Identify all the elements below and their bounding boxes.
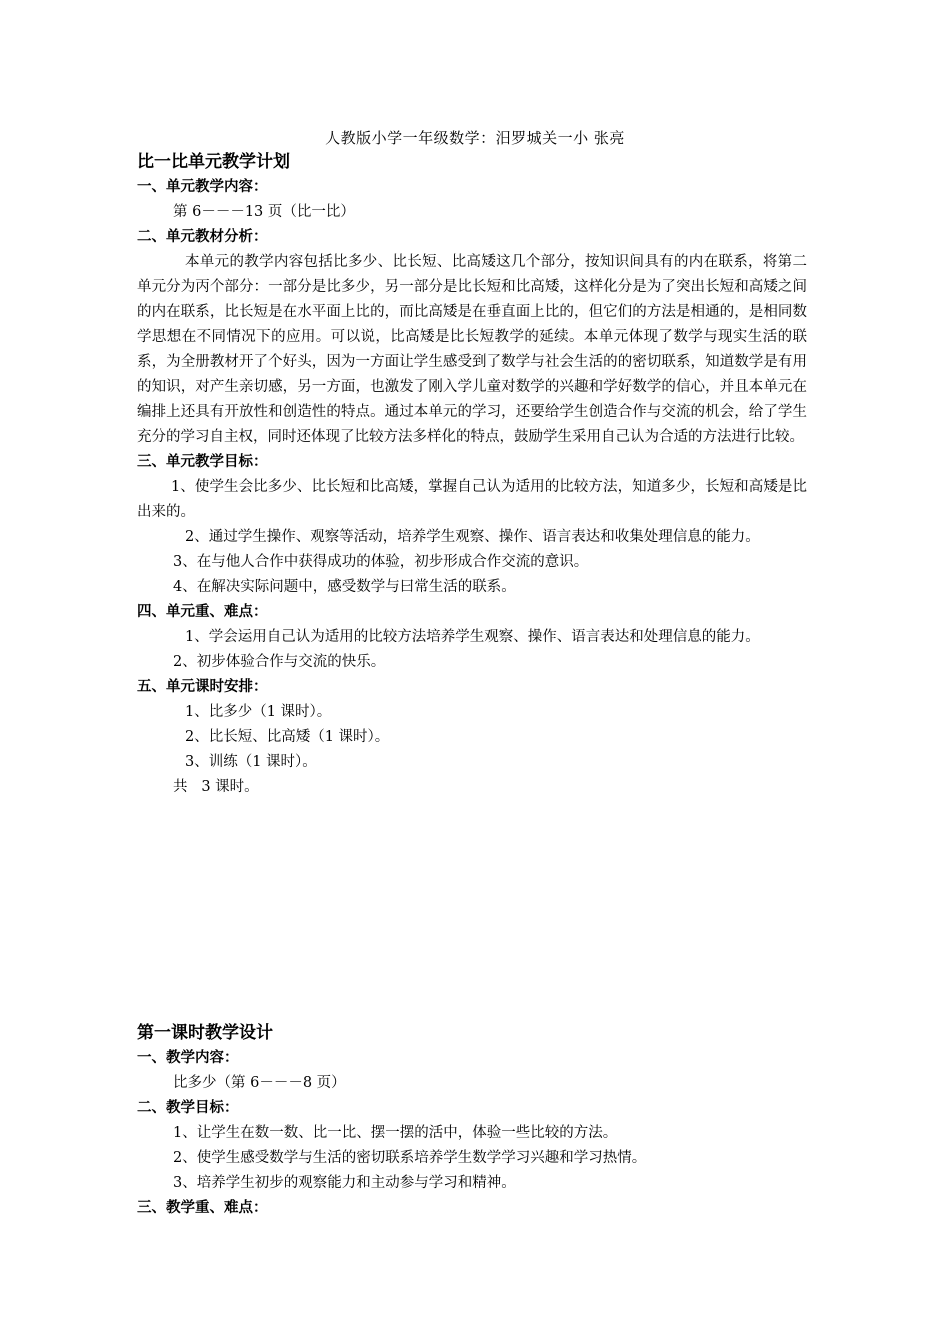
page-header: 人教版小学一年级数学：汨罗城关一小 张亮	[325, 129, 625, 147]
unit-goal-item: 3、在与他人合作中获得成功的体验，初步形成合作交流的意识。	[173, 554, 589, 570]
lesson1-goal-item: 3、培养学生初步的观察能力和主动参与学习和精神。	[173, 1175, 516, 1191]
unit-plan-title: 比一比单元教学计划	[137, 152, 290, 172]
unit-content-text: 第 6－－－13 页（比一比）	[173, 204, 355, 220]
unit-analysis-heading: 二、单元教材分析：	[137, 229, 268, 245]
lesson1-title: 第一课时教学设计	[137, 1023, 273, 1043]
unit-keypoint-item: 2、初步体验合作与交流的快乐。	[173, 654, 386, 670]
unit-goal-item: 1、使学生会比多少、比长短和比高矮，掌握自己认为适用的比较方法，知道多少，长短和高矮是比出来的。	[137, 479, 807, 520]
lesson1-keypoints-heading: 三、教学重、难点：	[137, 1200, 268, 1216]
unit-schedule-total: 共 3 课时。	[173, 779, 259, 795]
lesson1-section	[137, 1020, 807, 1221]
lesson1-content-heading: 一、教学内容：	[137, 1050, 239, 1066]
unit-goal-item: 4、在解决实际问题中，感受数学与曰常生活的联系。	[173, 579, 516, 595]
unit-keypoints-heading: 四、单元重、难点：	[137, 604, 268, 620]
unit-schedule-item: 3、训练（1 课时）。	[185, 754, 317, 770]
unit-schedule-item: 1、比多少（1 课时）。	[185, 704, 332, 720]
lesson1-goal-item: 1、让学生在数一数、比一比、摆一摆的活中，体验一些比较的方法。	[173, 1125, 618, 1141]
unit-keypoint-item: 1、学会运用自己认为适用的比较方法培养学生观察、操作、语言表达和处理信息的能力。	[185, 629, 760, 645]
unit-goal-item: 2、通过学生操作、观察等活动，培养学生观察、操作、语言表达和收集处理信息的能力。	[185, 529, 760, 545]
unit-analysis-text: 本单元的教学内容包括比多少、比长短、比高矮这几个部分，按知识间具有的内在联系，将第二单元分为丙个部分：一部分是比多少，另一部分是比长短和比高矮，这样化分是为了突出长短和高矮之间的内在联系，比长短是在水平面上比的，而比高矮是在垂直面上比的，但它们的方法是相通的，是相同数学思想在不同情况下的应用。可以说，比高矮是比长短教学的延续。本单元体现了数学与现实生活的联系，为全册教材开了个好头，因为一方面让学生感受到了数学与社会生活的的密切联系，知道数学是有用的知识，对产生亲切感，另一方面，也激发了刚入学儿童对数学的兴趣和学好数学的信心，并且本单元在编排上还具有开放性和创造性的特点。通过本单元的学习，还要给学生创造合作与交流的机会，给了学生充分的学习自主权，同时还体现了比较方法多样化的特点，鼓励学生采用自己认为合适的方法进行比较。	[137, 254, 807, 445]
lesson1-goal-item: 2、使学生感受数学与生活的密切联系培养学生数学学习兴趣和学习热情。	[173, 1150, 647, 1166]
unit-schedule-item: 2、比长短、比高矮（1 课时）。	[185, 729, 390, 745]
unit-goals-heading: 三、单元教学目标：	[137, 454, 268, 470]
unit-plan-section	[137, 149, 807, 800]
unit-schedule-heading: 五、单元课时安排：	[137, 679, 268, 695]
unit-content-heading: 一、单元教学内容：	[137, 179, 268, 195]
lesson1-content-text: 比多少（第 6－－－8 页）	[173, 1075, 346, 1091]
lesson1-goals-heading: 二、教学目标：	[137, 1100, 239, 1116]
